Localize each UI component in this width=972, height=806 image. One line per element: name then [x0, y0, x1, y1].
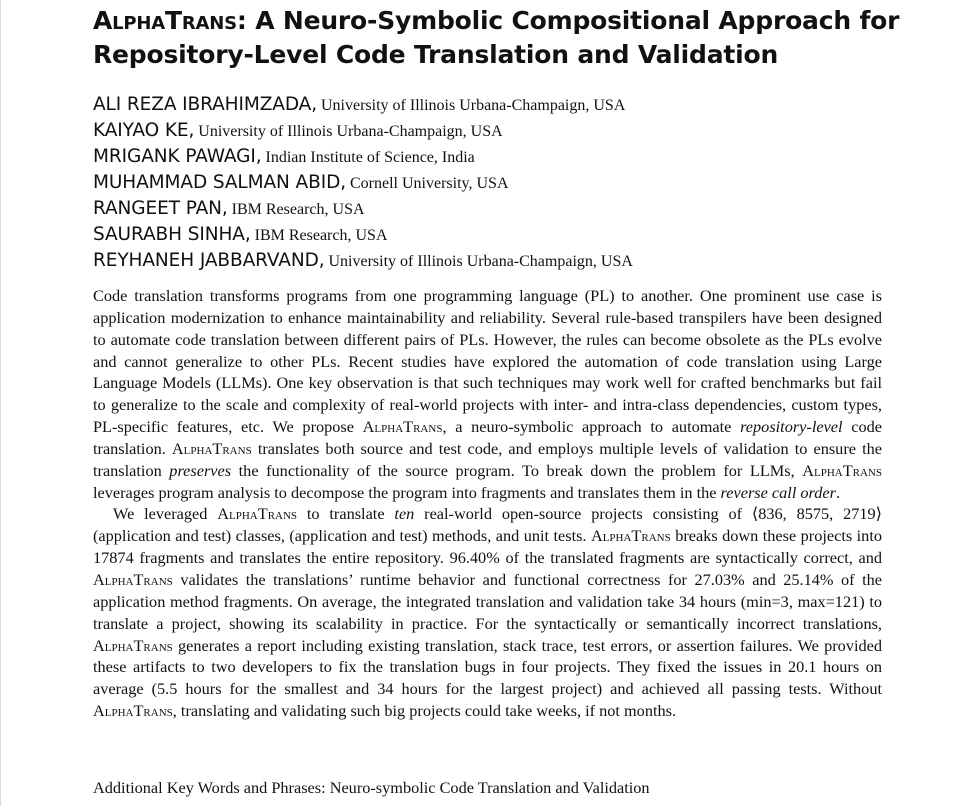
author-entry — [93, 222, 913, 248]
system-name: AlphaTrans — [802, 460, 882, 480]
title-system-name: AlphaTrans — [93, 6, 237, 35]
abstract — [93, 285, 882, 722]
system-name: AlphaTrans — [93, 569, 173, 589]
page-left-border — [0, 0, 1, 806]
abstract-text: code translation. — [93, 417, 882, 458]
system-name: AlphaTrans — [171, 438, 252, 458]
abstract-paragraph-1 — [93, 285, 882, 503]
abstract-text: generates a report including existing translation, stack trace, test errors, or assertion failures. We provided these artifacts to two developers to fix the translation bugs in four projects. They fixed the issues in 20.1 hours on average (5.5 hours for the smallest and 34 hours for the largest project) and achieved all passing tests. Without — [93, 635, 882, 699]
author-entry — [93, 248, 913, 274]
author-list — [93, 92, 913, 274]
author-affiliation: University of Illinois Urbana-Champaign, USA — [320, 97, 626, 114]
abstract-paragraph-2 — [93, 503, 882, 721]
system-name: AlphaTrans — [93, 635, 173, 655]
emphasis-text: reverse call order — [720, 482, 836, 502]
title-line2: Repository-Level Code Translation and Validation — [93, 40, 779, 69]
abstract-text: breaks down these projects into 17874 fragments and translates the entire repository. 96.40% of the translated fragments are syntactically correct, and — [93, 526, 882, 568]
abstract-text: We leveraged — [113, 504, 218, 524]
author-affiliation: IBM Research, USA — [231, 201, 365, 218]
title-line1-rest: : A Neuro-Symbolic Compositional Approach for — [236, 6, 900, 35]
abstract-text: real-world open-source projects consisting of ⟨836, 8575, 2719⟩ (application and test) classes, (application and test) methods, and unit tests. — [93, 504, 883, 546]
author-affiliation: University of Illinois Urbana-Champaign, USA — [198, 123, 503, 140]
abstract-text: translates both source and test code, and employs multiple levels of validation to ensure the translation — [93, 438, 882, 480]
paper-title — [93, 4, 913, 72]
abstract-text: validates the translations’ runtime behavior and functional correctness for 27.03% and 25.14% of the application method fragments. On average, the integrated translation and validation take 34 hours (min=3, max=121) to translate a project, showing its scalability in practice. For the syntactically or semantically incorrect translations, — [93, 569, 882, 633]
abstract-text: to translate — [297, 504, 395, 524]
system-name: AlphaTrans — [590, 526, 671, 546]
abstract-text: leverages program analysis to decompose the program into fragments and translates them in the — [93, 482, 721, 502]
system-name: AlphaTrans — [217, 504, 298, 524]
author-affiliation: University of Illinois Urbana-Champaign, USA — [328, 253, 633, 270]
author-affiliation: Indian Institute of Science, India — [265, 149, 475, 166]
emphasis-text: preserves — [169, 460, 232, 480]
abstract-text: Code translation transforms programs from one programming language (PL) to another. One prominent use case is application modernization to enhance maintainability and reliability. Several rule-based transpilers have been designed to automate code translation between different pairs of PLs. However, the rules can become obsolete as the PLs evolve and cannot generalize to other PLs. Recent studies have explored the automation of code translation using Large Language Models (LLMs). One key observation is that such techniques may work well for crafted benchmarks but fail to generalize to the scale and complexity of real-world projects with inter- and intra-class dependencies, custom types, PL-specific features, etc. We propose — [93, 286, 882, 437]
author-name: MRIGANK PAWAGI, — [93, 146, 262, 167]
author-entry — [93, 92, 913, 118]
abstract-text: . — [836, 482, 841, 502]
author-affiliation: Cornell University, USA — [350, 175, 509, 192]
system-name: AlphaTrans — [362, 417, 443, 437]
author-name: REYHANEH JABBARVAND, — [93, 250, 325, 271]
author-name: RANGEET PAN, — [93, 198, 228, 219]
abstract-text: , a neuro-symbolic approach to automate — [442, 417, 741, 437]
author-entry — [93, 144, 913, 170]
author-name: KAIYAO KE, — [93, 120, 195, 141]
author-name: SAURABH SINHA, — [93, 224, 251, 245]
abstract-text: the functionality of the source program. To break down the problem for LLMs, — [231, 460, 803, 480]
author-affiliation: IBM Research, USA — [254, 227, 388, 244]
keywords: Additional Key Words and Phrases: Neuro-symbolic Code Translation and Validation — [93, 778, 650, 797]
emphasis-text: ten — [394, 504, 415, 524]
author-name: MUHAMMAD SALMAN ABID, — [93, 172, 346, 193]
author-name: ALI REZA IBRAHIMZADA, — [93, 94, 317, 115]
author-entry — [93, 118, 913, 144]
system-name: AlphaTrans — [93, 701, 173, 721]
author-entry — [93, 170, 913, 196]
emphasis-text: repository-level — [740, 417, 843, 437]
author-entry — [93, 196, 913, 222]
abstract-text: , translating and validating such big projects could take weeks, if not months. — [172, 701, 677, 721]
